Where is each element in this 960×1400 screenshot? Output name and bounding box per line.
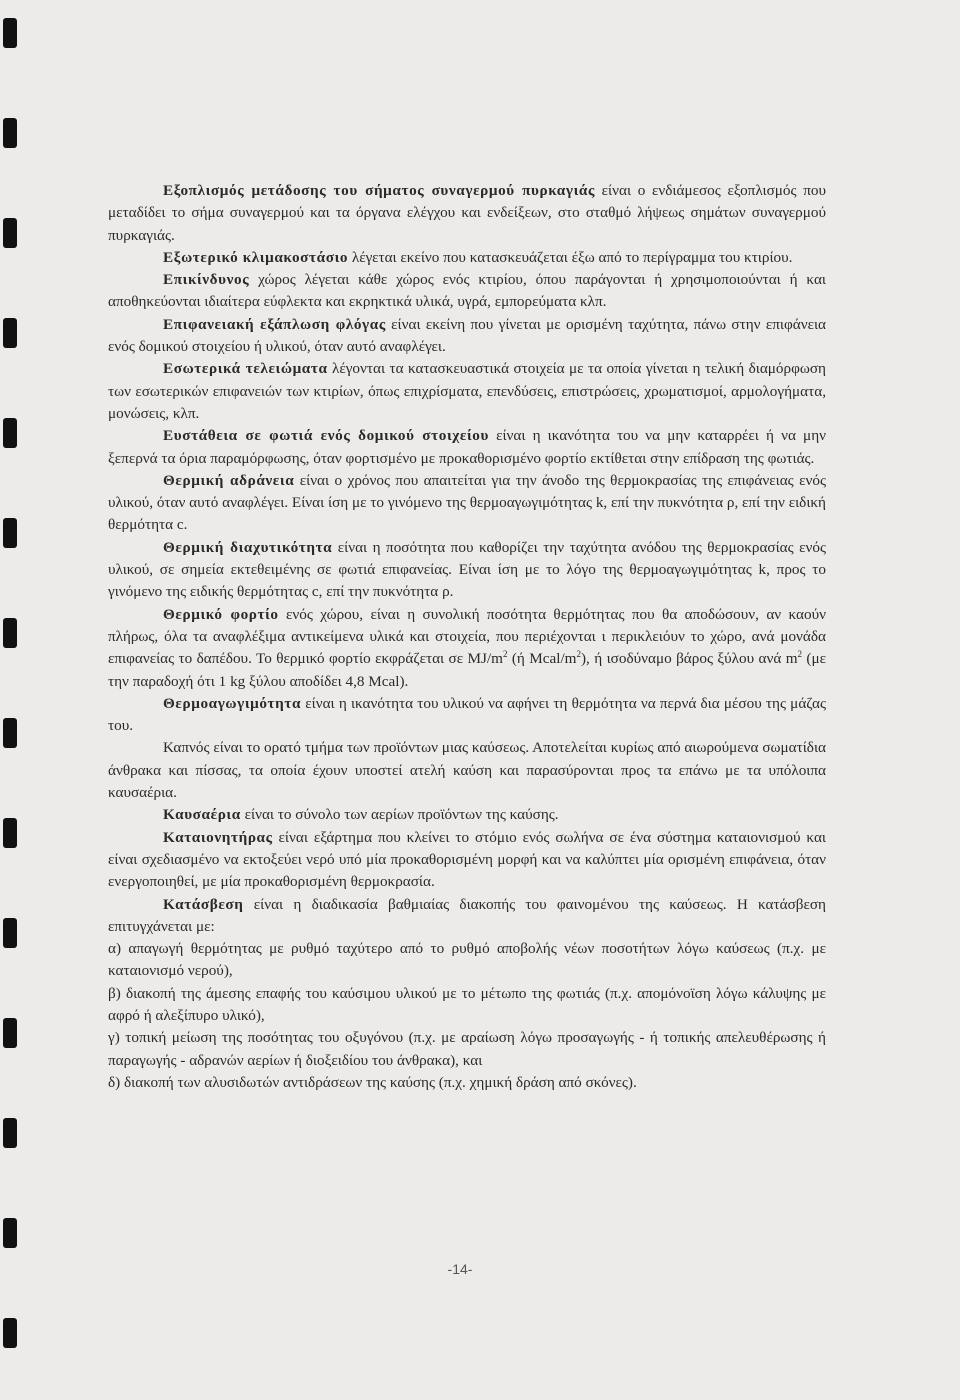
binder-hole [3, 818, 17, 848]
binder-hole [3, 718, 17, 748]
definition-text: (με την παραδοχή ότι 1 kg ξύλου αποδίδει 4,8 Mcal). [108, 650, 826, 690]
definition-paragraph [108, 425, 826, 470]
definition-text: ), ή ισοδύναμο βάρος ξύλου ανά m [580, 650, 798, 668]
term: Κατάσβεση [163, 895, 244, 913]
term: Καυσαέρια [163, 806, 241, 824]
definition-paragraph [108, 247, 826, 269]
binder-hole [3, 318, 17, 348]
list-item: α) απαγωγή θερμότητας με ρυθμό ταχύτερο από το ρυθμό αποβολής νέων ποσοτήτων λόγω καύσεως (π.χ. με καταιονισμό νερού), [108, 940, 826, 980]
binder-hole [3, 418, 17, 448]
definition-paragraph [108, 827, 826, 894]
definition-paragraph [108, 537, 826, 604]
term: Επιφανειακή εξάπλωση φλόγας [163, 315, 386, 333]
definition-paragraph [108, 804, 826, 826]
definition-text: είναι η ικανότητα του να μην καταρρέει ή να μην ξεπερνά τα όρια παραμόρφωσης, όταν φορτισμένο με προκαθορισμένο φορτίο εκτίθεται στην επίδραση της φωτιάς. [108, 427, 826, 467]
list-item: β) διακοπή της άμεσης επαφής του καύσιμου υλικού με το μέτωπο της φωτιάς (π.χ. απομόνοϊση λόγω κάλυψης με αφρό ή αλεξίπυρο υλικό), [108, 984, 826, 1024]
definition-paragraph [108, 314, 826, 359]
definition-paragraph [108, 180, 826, 247]
term: Θερμοαγωγιμότητα [163, 694, 302, 712]
superscript: 2 [502, 649, 508, 660]
definition-text: είναι η ικανότητα του υλικού να αφήνει τη θερμότητα να περνά δια μέσου της μάζας του. [108, 694, 826, 735]
binder-hole [3, 118, 17, 148]
definition-paragraph [108, 269, 826, 314]
definition-paragraph [108, 737, 826, 804]
term: Θερμική διαχυτικότητα [163, 538, 333, 556]
binder-hole [3, 1018, 17, 1048]
binder-hole [3, 518, 17, 548]
term: Επικίνδυνος [163, 271, 250, 289]
term: Εξωτερικό κλιμακοστάσιο [163, 248, 349, 266]
term: Καταιονητήρας [163, 828, 273, 846]
binder-hole [3, 218, 17, 248]
list-item: γ) τοπική μείωση της ποσότητας του οξυγόνου (π.χ. με αραίωση λόγω προσαγωγής - ή τοπικής απελευθέρωσης ή παραγωγής - αδρανών αερίων ή διοξειδίου του άνθρακα), και [108, 1029, 826, 1069]
definition-paragraph [108, 358, 826, 425]
page-number: -14- [447, 1261, 473, 1277]
term: Ευστάθεια σε φωτιά ενός δομικού στοιχείου [163, 427, 489, 445]
document-body [108, 180, 826, 1094]
superscript: 2 [797, 649, 803, 660]
binder-hole [3, 918, 17, 948]
definition-paragraph [108, 693, 826, 738]
definition-text: είναι ο χρόνος που απαιτείται για την άνοδο της θερμοκρασίας της επιφάνειας ενός υλικού, όταν αυτό αναφλέγει. Είναι ίση με το γινόμενο της θερμοαγωγιμότητας k, επί την πυκνότητα ρ, επί την ειδική θερμότητα c. [108, 471, 826, 534]
definition-text: λέγεται εκείνο που κατασκευάζεται έξω από το περίγραμμα του κτιρίου. [348, 248, 793, 266]
definition-text: (ή Mcal/m [507, 650, 577, 668]
definition-text: είναι ο ενδιάμεσος εξοπλισμός που μεταδίδει το σήμα συναγερμού και τα όργανα ελέγχου και ενδείξεων, στο σταθμό λήψεως σημάτων συναγερμού πυρκαγιάς. [108, 182, 827, 244]
definition-paragraph [108, 894, 826, 939]
definition-text: είναι η ποσότητα που καθορίζει την ταχύτητα ανόδου της θερμοκρασίας ενός υλικού, σε σημεία εκτεθειμένης σε φωτιά επιφανείας. Είναι ίση με το λόγο της θερμοαγωγιμότητας k, προς το γινόμενο της ειδικής θερμότητας c, επί την πυκνότητα ρ. [108, 538, 826, 601]
binder-hole [3, 18, 17, 48]
term: Εσωτερικά τελειώματα [163, 360, 328, 378]
binder-hole [3, 1218, 17, 1248]
definition-text: είναι το σύνολο των αερίων προϊόντων της καύσης. [240, 806, 559, 824]
binder-holes [0, 0, 24, 1400]
binder-hole [3, 1118, 17, 1148]
list-item: δ) διακοπή των αλυσιδωτών αντιδράσεων της καύσης (π.χ. χημική δράση από σκόνες). [108, 1073, 637, 1091]
term: Θερμικό φορτίο [163, 605, 279, 623]
superscript: 2 [576, 649, 581, 660]
binder-hole [3, 618, 17, 648]
term: Θερμική αδράνεια [163, 471, 295, 489]
definition-text: είναι η διαδικασία βαθμιαίας διακοπής του φαινομένου της καύσεως. Η κατάσβεση επιτυγχάνεται με: [108, 895, 826, 935]
term: Εξοπλισμός μετάδοσης του σήματος συναγερμού πυρκαγιάς [163, 182, 595, 199]
definition-paragraph [108, 604, 826, 693]
definition-paragraph [108, 470, 826, 537]
binder-hole [3, 1318, 17, 1348]
definition-text: Καπνός είναι το ορατό τμήμα των προϊόντων μιας καύσεως. Αποτελείται κυρίως από αιωρούμενα σωματίδια άνθρακα και πίσσας, τα οποία έχουν υποστεί ατελή καύση και παρασύρονται προς τα επάνω με τα υπόλοιπα καυσαέρια. [108, 739, 826, 802]
definition-text: λέγονται τα κατασκευαστικά στοιχεία με τα οποία γίνεται η τελική διαμόρφωση των εσωτερικών επιφανειών των κτιρίων, όπως επιχρίσματα, επενδύσεις, επιστρώσεις, χρωματισμοί, αρμολογήματα, μονώσεις, κλπ. [108, 360, 826, 422]
definition-text: είναι εκείνη που γίνεται με ορισμένη ταχύτητα, πάνω στην επιφάνεια ενός δομικού στοιχείου ή υλικού, όταν αυτό αναφλέγει. [108, 315, 826, 356]
definition-text: ενός χώρου, είναι η συνολική ποσότητα θερμότητας που θα αποδώσουν, αν καούν πλήρως, όλα τα αναφλέξιμα αντικείμενα υλικά και στοιχεία, που περιέχονται ι περικλειόυν το χώρο, ανά μονάδα επιφανείας το δαπέδου. Το θερμικό φορτίο εκφράζεται σε MJ/m [108, 605, 826, 668]
definition-text: είναι εξάρτημα που κλείνει το στόμιο ενός σωλήνα σε ένα σύστημα καταιονισμού και είναι σχεδιασμένο να εκτοξεύει νερό υπό μία προκαθορισμένη μορφή και να καλύπτει μία ορισμένη επιφάνεια, όταν ενεργοποιηθεί, με μία προκαθορισμένη θερμοκρασία. [108, 828, 826, 891]
definition-text: χώρος λέγεται κάθε χώρος ενός κτιρίου, όπου παράγονται ή χρησιμοποιούνται ή και αποθηκεύονται ιδιαίτερα εύφλεκτα και εκρηκτικά υλικά, υγρά, εμπορεύματα κλπ. [108, 271, 826, 311]
